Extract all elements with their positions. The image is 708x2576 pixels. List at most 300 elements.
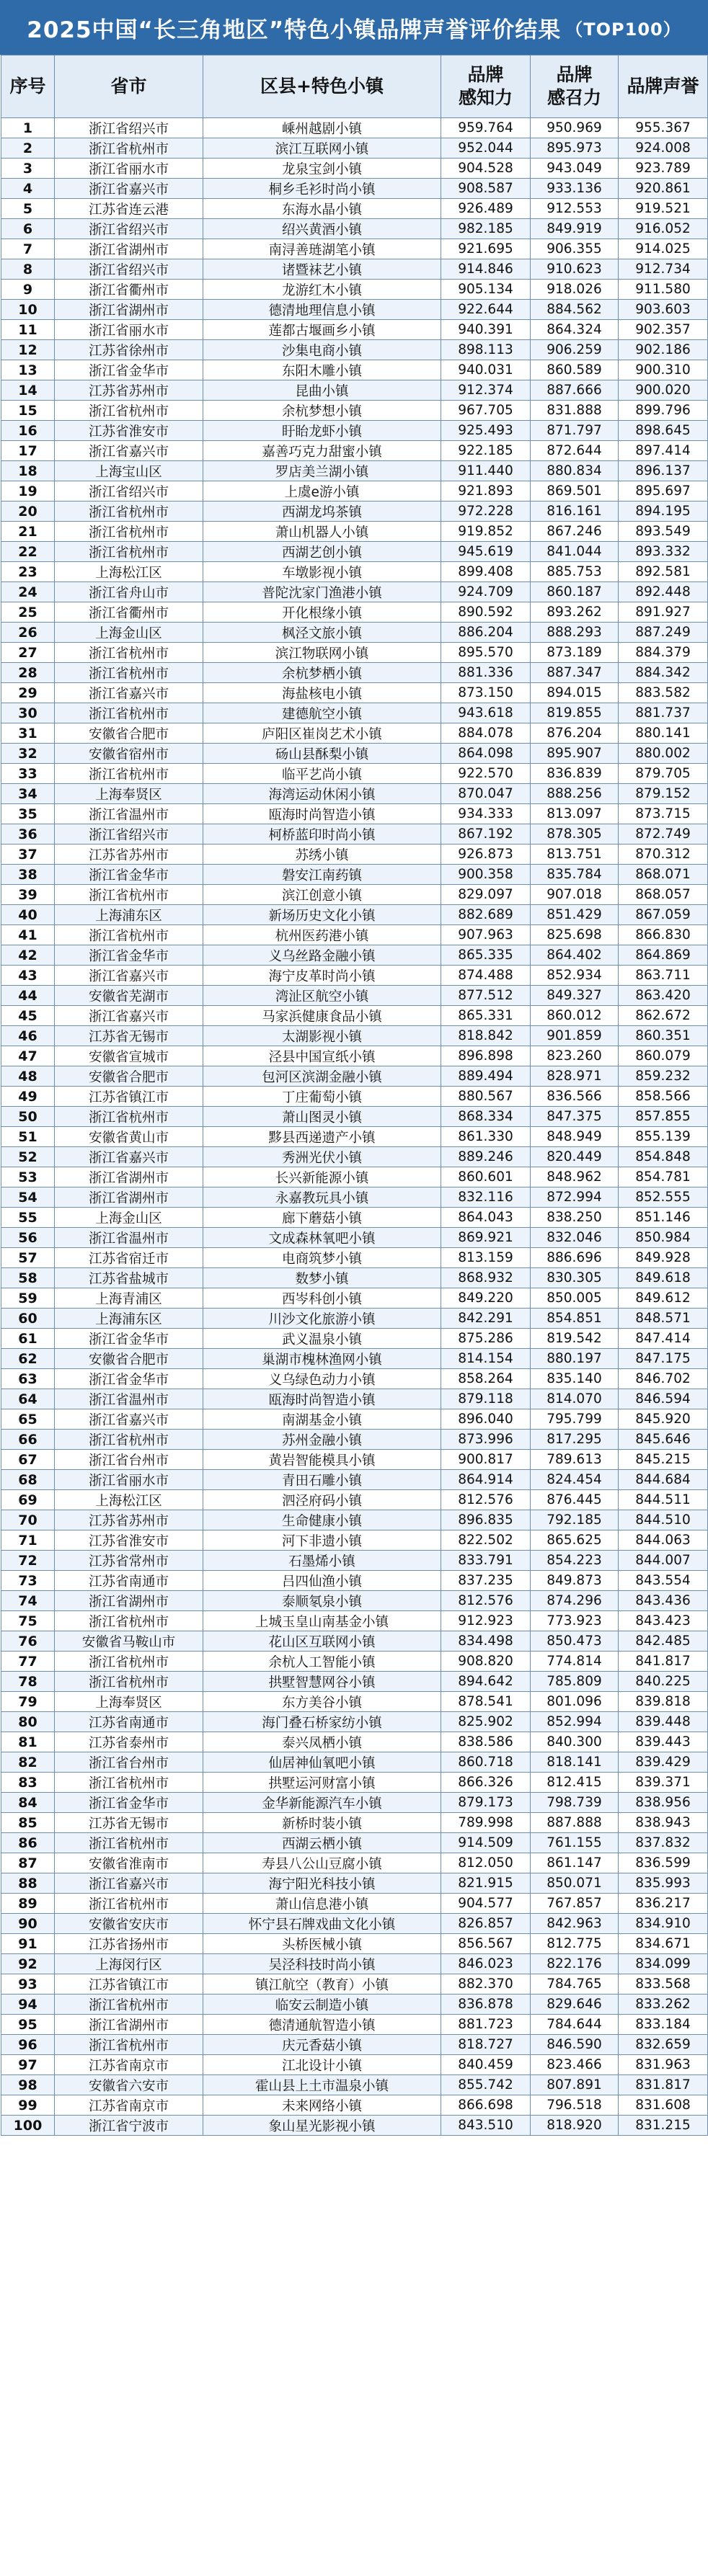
table-row [1, 2055, 708, 2075]
attraction-cell: 847.375 [531, 1107, 619, 1127]
title-bar [0, 0, 708, 55]
attraction-cell: 871.797 [531, 421, 619, 441]
perception-cell: 884.078 [441, 723, 531, 744]
attraction-cell: 818.920 [531, 2116, 619, 2136]
reputation-cell: 834.910 [619, 1914, 708, 1934]
perception-cell: 907.963 [441, 925, 531, 945]
perception-cell: 967.705 [441, 401, 531, 421]
table-row [1, 1087, 708, 1107]
reputation-cell: 858.566 [619, 1087, 708, 1107]
town-cell: 新场历史文化小镇 [203, 905, 441, 925]
header-attraction: 品牌 感召力 [531, 55, 619, 118]
province-cell: 浙江省杭州市 [55, 643, 203, 663]
perception-cell: 922.644 [441, 300, 531, 320]
rank-cell: 7 [1, 239, 55, 259]
reputation-cell: 862.672 [619, 1006, 708, 1026]
table-row [1, 2035, 708, 2055]
perception-cell: 926.489 [441, 199, 531, 219]
table-body [1, 118, 708, 2136]
table-row [1, 1430, 708, 1450]
perception-cell: 924.709 [441, 582, 531, 602]
province-cell: 江苏省南京市 [55, 2055, 203, 2075]
town-cell: 拱墅运河财富小镇 [203, 1773, 441, 1793]
town-cell: 莲都古堰画乡小镇 [203, 320, 441, 340]
rank-cell: 16 [1, 421, 55, 441]
attraction-cell: 876.445 [531, 1490, 619, 1510]
attraction-cell: 823.466 [531, 2055, 619, 2075]
rank-cell: 12 [1, 340, 55, 360]
province-cell: 上海奉贤区 [55, 784, 203, 804]
attraction-cell: 884.562 [531, 300, 619, 320]
town-cell: 吕四仙渔小镇 [203, 1571, 441, 1591]
attraction-cell: 850.473 [531, 1631, 619, 1652]
rank-cell: 72 [1, 1551, 55, 1571]
rank-cell: 64 [1, 1389, 55, 1409]
town-cell: 黟县西递遗产小镇 [203, 1127, 441, 1147]
town-cell: 太湖影视小镇 [203, 1026, 441, 1046]
reputation-cell: 923.789 [619, 159, 708, 179]
attraction-cell: 828.971 [531, 1066, 619, 1087]
perception-cell: 860.718 [441, 1752, 531, 1773]
perception-cell: 866.698 [441, 2095, 531, 2116]
province-cell: 浙江省杭州市 [55, 138, 203, 159]
reputation-cell: 884.342 [619, 663, 708, 683]
table-row [1, 441, 708, 461]
attraction-cell: 832.046 [531, 1228, 619, 1248]
reputation-cell: 887.249 [619, 623, 708, 643]
province-cell: 浙江省湖州市 [55, 1187, 203, 1208]
attraction-cell: 831.888 [531, 401, 619, 421]
rank-cell: 95 [1, 2015, 55, 2035]
attraction-cell: 819.542 [531, 1329, 619, 1349]
perception-cell: 875.286 [441, 1329, 531, 1349]
town-cell: 海宁皮革时尚小镇 [203, 966, 441, 986]
perception-cell: 864.914 [441, 1470, 531, 1490]
reputation-cell: 854.781 [619, 1167, 708, 1187]
perception-cell: 867.192 [441, 824, 531, 844]
province-cell: 浙江省嘉兴市 [55, 1873, 203, 1894]
reputation-cell: 845.215 [619, 1450, 708, 1470]
attraction-cell: 835.784 [531, 865, 619, 885]
rank-cell: 73 [1, 1571, 55, 1591]
province-cell: 浙江省嘉兴市 [55, 1147, 203, 1167]
reputation-cell: 843.423 [619, 1611, 708, 1631]
table-row [1, 1934, 708, 1954]
table-row [1, 2015, 708, 2035]
town-cell: 萧山信息港小镇 [203, 1894, 441, 1914]
attraction-cell: 784.644 [531, 2015, 619, 2035]
reputation-cell: 892.581 [619, 562, 708, 582]
perception-cell: 900.358 [441, 865, 531, 885]
town-cell: 新桥时装小镇 [203, 1813, 441, 1833]
province-cell: 浙江省杭州市 [55, 925, 203, 945]
reputation-cell: 893.549 [619, 522, 708, 542]
reputation-cell: 911.580 [619, 280, 708, 300]
table-row [1, 764, 708, 784]
table-row [1, 1833, 708, 1853]
town-cell: 永嘉教玩具小镇 [203, 1187, 441, 1208]
table-row [1, 1954, 708, 1974]
town-cell: 苏绣小镇 [203, 844, 441, 865]
attraction-cell: 849.873 [531, 1571, 619, 1591]
table-row [1, 683, 708, 703]
attraction-cell: 825.698 [531, 925, 619, 945]
province-cell: 安徽省安庆市 [55, 1914, 203, 1934]
rank-cell: 40 [1, 905, 55, 925]
town-cell: 柯桥蓝印时尚小镇 [203, 824, 441, 844]
town-cell: 廊下蘑菇小镇 [203, 1208, 441, 1228]
perception-cell: 896.040 [441, 1409, 531, 1430]
table-row [1, 1268, 708, 1288]
perception-cell: 855.742 [441, 2075, 531, 2095]
attraction-cell: 820.449 [531, 1147, 619, 1167]
province-cell: 安徽省马鞍山市 [55, 1631, 203, 1652]
rank-cell: 30 [1, 703, 55, 723]
table-row [1, 986, 708, 1006]
rank-cell: 54 [1, 1187, 55, 1208]
reputation-cell: 860.079 [619, 1046, 708, 1066]
perception-cell: 882.370 [441, 1974, 531, 1995]
reputation-cell: 839.443 [619, 1732, 708, 1752]
province-cell: 浙江省杭州市 [55, 1430, 203, 1450]
table-row [1, 1066, 708, 1087]
attraction-cell: 796.518 [531, 2095, 619, 2116]
table-row [1, 1853, 708, 1873]
table-row [1, 582, 708, 602]
province-cell: 浙江省绍兴市 [55, 259, 203, 280]
province-cell: 浙江省湖州市 [55, 300, 203, 320]
rank-cell: 75 [1, 1611, 55, 1631]
attraction-cell: 865.625 [531, 1530, 619, 1551]
header-perception: 品牌 感知力 [441, 55, 531, 118]
reputation-cell: 840.225 [619, 1672, 708, 1692]
perception-cell: 899.408 [441, 562, 531, 582]
table-row [1, 179, 708, 199]
reputation-cell: 893.332 [619, 542, 708, 562]
perception-cell: 868.334 [441, 1107, 531, 1127]
province-cell: 江苏省宿迁市 [55, 1248, 203, 1268]
town-cell: 川沙文化旅游小镇 [203, 1309, 441, 1329]
rank-cell: 70 [1, 1510, 55, 1530]
attraction-cell: 801.096 [531, 1692, 619, 1712]
rank-cell: 58 [1, 1268, 55, 1288]
province-cell: 浙江省杭州市 [55, 1611, 203, 1631]
province-cell: 浙江省嘉兴市 [55, 1006, 203, 1026]
reputation-cell: 846.594 [619, 1389, 708, 1409]
province-cell: 浙江省丽水市 [55, 320, 203, 340]
town-cell: 德清地理信息小镇 [203, 300, 441, 320]
town-cell: 瓯海时尚智造小镇 [203, 804, 441, 824]
town-cell: 东方美谷小镇 [203, 1692, 441, 1712]
perception-cell: 865.331 [441, 1006, 531, 1026]
attraction-cell: 823.260 [531, 1046, 619, 1066]
perception-cell: 873.150 [441, 683, 531, 703]
table-row [1, 300, 708, 320]
attraction-cell: 807.891 [531, 2075, 619, 2095]
perception-cell: 834.498 [441, 1631, 531, 1652]
perception-cell: 866.326 [441, 1773, 531, 1793]
rank-cell: 89 [1, 1894, 55, 1914]
province-cell: 江苏省南通市 [55, 1571, 203, 1591]
province-cell: 浙江省杭州市 [55, 401, 203, 421]
province-cell: 浙江省宁波市 [55, 2116, 203, 2136]
town-cell: 象山星光影视小镇 [203, 2116, 441, 2136]
perception-cell: 919.852 [441, 522, 531, 542]
rank-cell: 43 [1, 966, 55, 986]
rank-cell: 21 [1, 522, 55, 542]
rank-cell: 47 [1, 1046, 55, 1066]
reputation-cell: 831.963 [619, 2055, 708, 2075]
province-cell: 上海奉贤区 [55, 1692, 203, 1712]
table-row [1, 239, 708, 259]
table-header-row [1, 55, 708, 118]
rank-cell: 15 [1, 401, 55, 421]
reputation-cell: 863.711 [619, 966, 708, 986]
rank-cell: 23 [1, 562, 55, 582]
perception-cell: 925.493 [441, 421, 531, 441]
rank-cell: 24 [1, 582, 55, 602]
town-cell: 嘉善巧克力甜蜜小镇 [203, 441, 441, 461]
rank-cell: 59 [1, 1288, 55, 1309]
table-row [1, 1127, 708, 1147]
rank-cell: 91 [1, 1934, 55, 1954]
rank-cell: 50 [1, 1107, 55, 1127]
perception-cell: 959.764 [441, 118, 531, 138]
attraction-cell: 943.049 [531, 159, 619, 179]
province-cell: 浙江省杭州市 [55, 764, 203, 784]
rank-cell: 1 [1, 118, 55, 138]
province-cell: 浙江省湖州市 [55, 2015, 203, 2035]
reputation-cell: 870.312 [619, 844, 708, 865]
attraction-cell: 773.923 [531, 1611, 619, 1631]
province-cell: 浙江省金华市 [55, 1793, 203, 1813]
table-row [1, 259, 708, 280]
reputation-cell: 860.351 [619, 1026, 708, 1046]
province-cell: 上海宝山区 [55, 461, 203, 481]
town-cell: 秀洲光伏小镇 [203, 1147, 441, 1167]
perception-cell: 905.134 [441, 280, 531, 300]
reputation-cell: 834.671 [619, 1934, 708, 1954]
reputation-cell: 839.371 [619, 1773, 708, 1793]
province-cell: 浙江省台州市 [55, 1752, 203, 1773]
table-row [1, 1793, 708, 1813]
reputation-cell: 847.175 [619, 1349, 708, 1369]
province-cell: 浙江省杭州市 [55, 522, 203, 542]
town-cell: 瓯海时尚智造小镇 [203, 1389, 441, 1409]
town-cell: 庆元香菇小镇 [203, 2035, 441, 2055]
province-cell: 浙江省嘉兴市 [55, 441, 203, 461]
province-cell: 上海松江区 [55, 562, 203, 582]
reputation-cell: 879.152 [619, 784, 708, 804]
attraction-cell: 848.962 [531, 1167, 619, 1187]
province-cell: 江苏省淮安市 [55, 421, 203, 441]
reputation-cell: 836.217 [619, 1894, 708, 1914]
perception-cell: 877.512 [441, 986, 531, 1006]
perception-cell: 881.723 [441, 2015, 531, 2035]
attraction-cell: 901.859 [531, 1026, 619, 1046]
town-cell: 磐安江南药镇 [203, 865, 441, 885]
attraction-cell: 885.753 [531, 562, 619, 582]
reputation-cell: 850.984 [619, 1228, 708, 1248]
rank-cell: 25 [1, 602, 55, 623]
town-cell: 东阳木雕小镇 [203, 360, 441, 380]
town-cell: 长兴新能源小镇 [203, 1167, 441, 1187]
reputation-cell: 849.618 [619, 1268, 708, 1288]
perception-cell: 864.098 [441, 744, 531, 764]
attraction-cell: 888.256 [531, 784, 619, 804]
rank-cell: 71 [1, 1530, 55, 1551]
table-row [1, 1228, 708, 1248]
rank-cell: 97 [1, 2055, 55, 2075]
reputation-cell: 854.848 [619, 1147, 708, 1167]
attraction-cell: 887.888 [531, 1813, 619, 1833]
rank-cell: 6 [1, 219, 55, 239]
reputation-cell: 873.715 [619, 804, 708, 824]
reputation-cell: 894.195 [619, 502, 708, 522]
table-row [1, 280, 708, 300]
rank-cell: 90 [1, 1914, 55, 1934]
reputation-cell: 833.262 [619, 1995, 708, 2015]
town-cell: 巢湖市槐林渔网小镇 [203, 1349, 441, 1369]
rank-cell: 81 [1, 1732, 55, 1752]
reputation-cell: 832.659 [619, 2035, 708, 2055]
rank-cell: 5 [1, 199, 55, 219]
attraction-cell: 816.161 [531, 502, 619, 522]
province-cell: 浙江省台州市 [55, 1450, 203, 1470]
town-cell: 泗泾府码小镇 [203, 1490, 441, 1510]
attraction-cell: 907.018 [531, 885, 619, 905]
rank-cell: 68 [1, 1470, 55, 1490]
header-rank: 序号 [1, 55, 55, 118]
reputation-cell: 843.554 [619, 1571, 708, 1591]
attraction-cell: 850.071 [531, 1873, 619, 1894]
attraction-cell: 836.566 [531, 1087, 619, 1107]
town-cell: 石墨烯小镇 [203, 1551, 441, 1571]
province-cell: 浙江省金华市 [55, 865, 203, 885]
attraction-cell: 822.176 [531, 1954, 619, 1974]
table-row [1, 925, 708, 945]
reputation-cell: 880.002 [619, 744, 708, 764]
rank-cell: 31 [1, 723, 55, 744]
table-row [1, 401, 708, 421]
perception-cell: 879.118 [441, 1389, 531, 1409]
town-cell: 车墩影视小镇 [203, 562, 441, 582]
rank-cell: 19 [1, 481, 55, 502]
reputation-cell: 919.521 [619, 199, 708, 219]
table-row [1, 481, 708, 502]
attraction-cell: 950.969 [531, 118, 619, 138]
province-cell: 上海闵行区 [55, 1954, 203, 1974]
title-suffix: （TOP100） [565, 19, 681, 40]
rank-cell: 80 [1, 1712, 55, 1732]
town-cell: 余杭人工智能小镇 [203, 1652, 441, 1672]
perception-cell: 858.264 [441, 1369, 531, 1389]
province-cell: 江苏省镇江市 [55, 1974, 203, 1995]
table-row [1, 1551, 708, 1571]
town-cell: 怀宁县石牌戏曲文化小镇 [203, 1914, 441, 1934]
perception-cell: 895.570 [441, 643, 531, 663]
rank-cell: 93 [1, 1974, 55, 1995]
perception-cell: 879.173 [441, 1793, 531, 1813]
province-cell: 浙江省金华市 [55, 1329, 203, 1349]
province-cell: 浙江省绍兴市 [55, 481, 203, 502]
rank-cell: 62 [1, 1349, 55, 1369]
reputation-cell: 955.367 [619, 118, 708, 138]
perception-cell: 940.391 [441, 320, 531, 340]
perception-cell: 934.333 [441, 804, 531, 824]
table-row [1, 461, 708, 481]
province-cell: 浙江省嘉兴市 [55, 966, 203, 986]
perception-cell: 940.031 [441, 360, 531, 380]
province-cell: 安徽省宿州市 [55, 744, 203, 764]
reputation-cell: 835.993 [619, 1873, 708, 1894]
reputation-cell: 880.141 [619, 723, 708, 744]
reputation-cell: 845.646 [619, 1430, 708, 1450]
perception-cell: 870.047 [441, 784, 531, 804]
rank-cell: 52 [1, 1147, 55, 1167]
perception-cell: 874.488 [441, 966, 531, 986]
perception-cell: 821.915 [441, 1873, 531, 1894]
table-row [1, 602, 708, 623]
rank-cell: 100 [1, 2116, 55, 2136]
rank-cell: 48 [1, 1066, 55, 1087]
attraction-cell: 814.070 [531, 1389, 619, 1409]
rank-cell: 57 [1, 1248, 55, 1268]
perception-cell: 812.576 [441, 1591, 531, 1611]
perception-cell: 889.246 [441, 1147, 531, 1167]
attraction-cell: 906.259 [531, 340, 619, 360]
attraction-cell: 887.666 [531, 380, 619, 401]
rank-cell: 41 [1, 925, 55, 945]
province-cell: 安徽省芜湖市 [55, 986, 203, 1006]
province-cell: 江苏省无锡市 [55, 1813, 203, 1833]
province-cell: 浙江省温州市 [55, 1389, 203, 1409]
table-row [1, 1752, 708, 1773]
rank-cell: 65 [1, 1409, 55, 1430]
attraction-cell: 895.907 [531, 744, 619, 764]
reputation-cell: 900.310 [619, 360, 708, 380]
town-cell: 滨江物联网小镇 [203, 643, 441, 663]
province-cell: 浙江省舟山市 [55, 582, 203, 602]
town-cell: 青田石雕小镇 [203, 1470, 441, 1490]
attraction-cell: 767.857 [531, 1894, 619, 1914]
rank-cell: 13 [1, 360, 55, 380]
attraction-cell: 854.851 [531, 1309, 619, 1329]
perception-cell: 882.689 [441, 905, 531, 925]
rank-cell: 74 [1, 1591, 55, 1611]
province-cell: 浙江省温州市 [55, 1228, 203, 1248]
rank-cell: 37 [1, 844, 55, 865]
reputation-cell: 847.414 [619, 1329, 708, 1349]
rank-cell: 20 [1, 502, 55, 522]
perception-cell: 912.923 [441, 1611, 531, 1631]
attraction-cell: 836.839 [531, 764, 619, 784]
reputation-cell: 891.927 [619, 602, 708, 623]
perception-cell: 945.619 [441, 542, 531, 562]
attraction-cell: 789.613 [531, 1450, 619, 1470]
province-cell: 浙江省绍兴市 [55, 219, 203, 239]
town-cell: 江北设计小镇 [203, 2055, 441, 2075]
town-cell: 河下非遗小镇 [203, 1530, 441, 1551]
attraction-cell: 817.295 [531, 1430, 619, 1450]
rank-cell: 63 [1, 1369, 55, 1389]
table-row [1, 623, 708, 643]
attraction-cell: 872.994 [531, 1187, 619, 1208]
perception-cell: 890.592 [441, 602, 531, 623]
reputation-cell: 831.608 [619, 2095, 708, 2116]
table-row [1, 1591, 708, 1611]
perception-cell: 904.528 [441, 159, 531, 179]
